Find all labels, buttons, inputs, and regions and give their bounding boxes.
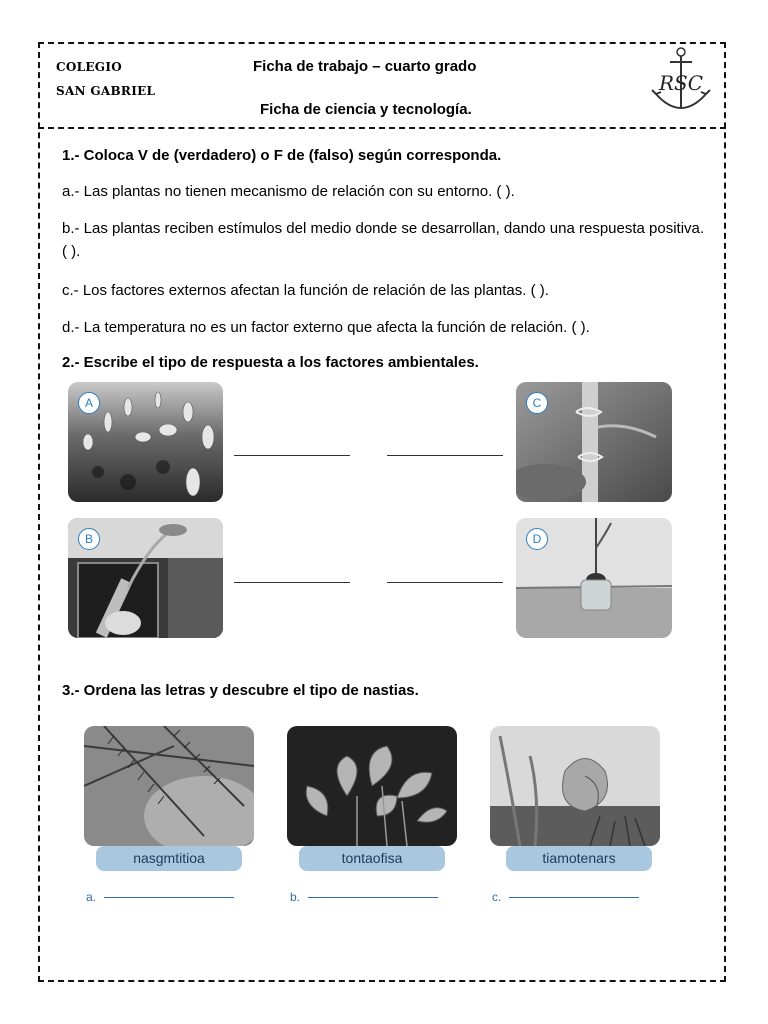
- question-3-heading: 3.- Ordena las letras y descubre el tipo de nastias.: [62, 682, 419, 699]
- photo-d-seedling-in-water: [516, 518, 672, 638]
- photo-oxalis-leaves: [287, 726, 457, 846]
- answer-a-label: a.: [86, 890, 97, 904]
- statement-a: a.- Las plantas no tienen mecanismo de relación con su entorno. ( ).: [62, 183, 515, 200]
- answer-b-label: b.: [290, 890, 301, 904]
- worksheet-title: Ficha de trabajo – cuarto grado: [253, 58, 477, 75]
- header-divider: [38, 127, 726, 129]
- answer-line-c[interactable]: [387, 455, 503, 456]
- label-a-badge: A: [78, 392, 100, 414]
- answer-a-line[interactable]: [104, 897, 234, 898]
- worksheet-subtitle: Ficha de ciencia y tecnología.: [260, 101, 472, 118]
- label-b-badge: B: [78, 528, 100, 550]
- answer-line-a[interactable]: [234, 455, 350, 456]
- statement-d: d.- La temperatura no es un factor externo que afecta la función de relación. ( ).: [62, 319, 590, 336]
- statement-c: c.- Los factores externos afectan la función de relación de las plantas. ( ).: [62, 282, 549, 299]
- answer-b-line[interactable]: [308, 897, 438, 898]
- label-c-badge: C: [526, 392, 548, 414]
- photo-a-seedlings: [68, 382, 223, 502]
- photo-mimosa-leaves: [84, 726, 254, 846]
- answer-c-label: c.: [492, 890, 502, 904]
- question-1-heading: 1.- Coloca V de (verdadero) o F de (falso) según corresponda.: [62, 147, 502, 164]
- scrambled-word-3: tiamotenars: [506, 846, 652, 871]
- label-d-badge: D: [526, 528, 548, 550]
- scrambled-word-1: nasgmtitioa: [96, 846, 242, 871]
- school-name-line1: COLEGIO: [56, 60, 123, 74]
- answer-c-line[interactable]: [509, 897, 639, 898]
- answer-b[interactable]: [290, 890, 438, 904]
- statement-b: b.- Las plantas reciben estímulos del medio donde se desarrollan, dando una respuesta positiva. ( ).: [62, 220, 705, 260]
- answer-line-b[interactable]: [234, 582, 350, 583]
- school-name-line2: SAN GABRIEL: [56, 84, 156, 98]
- photo-b-phototropism: [68, 518, 223, 638]
- answer-line-d[interactable]: [387, 582, 503, 583]
- question-2-heading: 2.- Escribe el tipo de respuesta a los factores ambientales.: [62, 354, 479, 371]
- photo-c-tendril: [516, 382, 672, 502]
- scrambled-word-2: tontaofisa: [299, 846, 445, 871]
- answer-a[interactable]: [86, 890, 234, 904]
- answer-c[interactable]: [492, 890, 639, 904]
- logo-monogram: RSC: [658, 71, 704, 95]
- school-logo: [650, 44, 712, 118]
- photo-tulip-flower: [490, 726, 660, 846]
